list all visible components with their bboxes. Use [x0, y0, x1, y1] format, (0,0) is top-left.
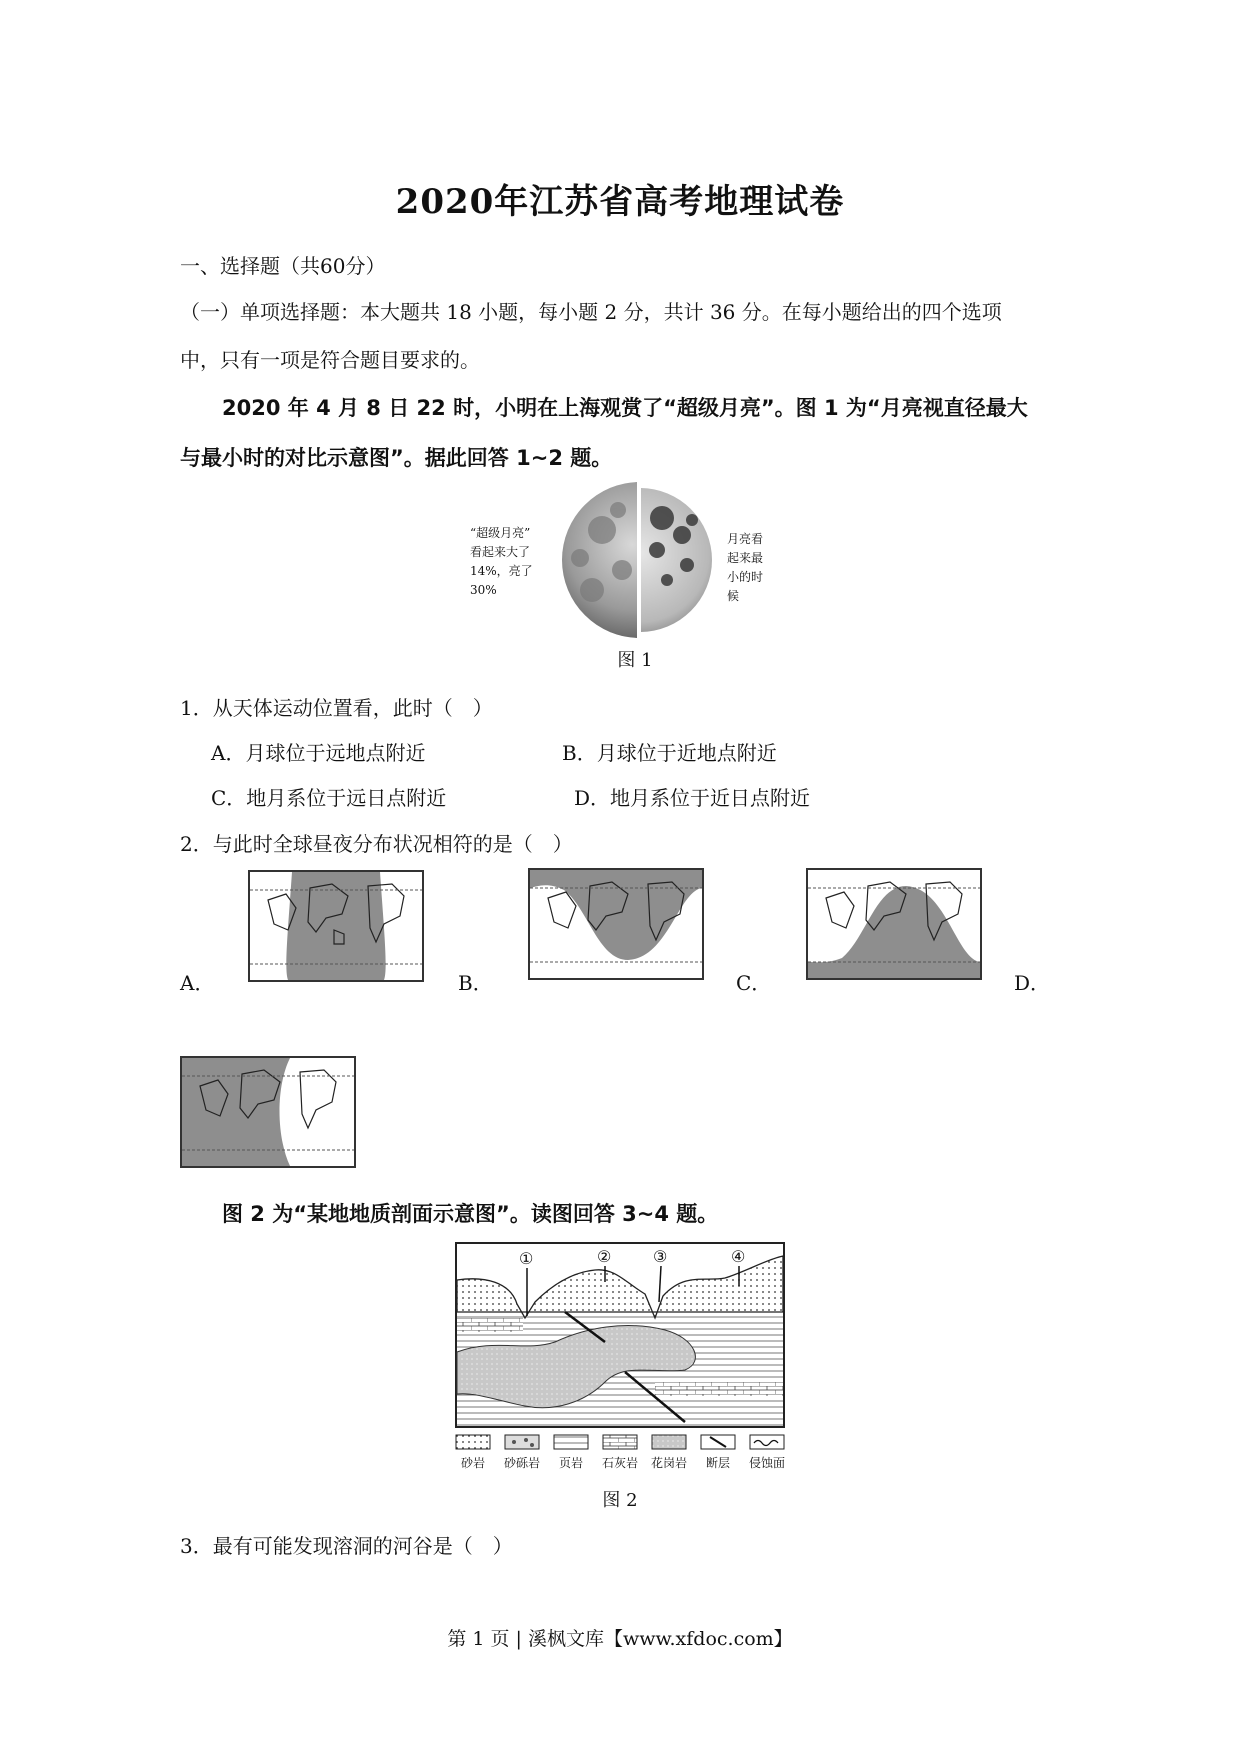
figure1-left-label — [470, 524, 550, 600]
legend-label: 石灰岩 — [601, 1456, 638, 1470]
q2-map-b — [528, 868, 704, 980]
q1-option-b: B．月球位于近地点附近 — [562, 741, 777, 765]
figure1-left-label-line: “超级月亮” — [470, 526, 531, 540]
stem-1-line-1: 2020 年 4 月 8 日 22 时，小明在上海观赏了“超级月亮”。图 1 为“月亮视直径最大 — [222, 396, 1028, 420]
q2-map-c — [806, 868, 982, 980]
q1-stem: 1．从天体运动位置看，此时（ ） — [180, 696, 493, 720]
marker-2: ② — [597, 1247, 612, 1266]
marker-4: ④ — [731, 1247, 746, 1266]
q1-option-d: D．地月系位于近日点附近 — [574, 786, 811, 810]
geology-cross-section — [455, 1242, 785, 1452]
instructions-line-2: 中，只有一项是符合题目要求的。 — [180, 348, 480, 372]
figure1-right-label-line: 起来最 — [727, 551, 764, 565]
figure1-left-label-line: 14%，亮了 — [470, 564, 533, 578]
q1-option-a: A．月球位于远地点附近 — [211, 741, 426, 765]
page-title: 2020年江苏省高考地理试卷 — [395, 182, 845, 222]
section-heading: 一、选择题（共60分） — [180, 254, 386, 278]
legend-erosion-surface — [749, 1434, 785, 1473]
q2-label-a: A． — [180, 971, 215, 995]
stem-1-line-2: 与最小时的对比示意图”。据此回答 1~2 题。 — [180, 446, 613, 470]
legend-shale — [553, 1434, 589, 1473]
figure2-caption: 图 2 — [602, 1490, 638, 1511]
figure1-right-label-line: 月亮看 — [727, 532, 764, 546]
marker-3: ③ — [653, 1247, 668, 1266]
q2-label-d: D． — [1014, 971, 1051, 995]
q2-map-a — [248, 870, 424, 982]
legend-fault — [700, 1434, 736, 1473]
figure1-left-label-line: 看起来大了 — [470, 545, 531, 559]
moon-comparison-image — [552, 480, 717, 640]
legend-label: 砂砾岩 — [503, 1456, 540, 1470]
q2-label-b: B． — [458, 971, 493, 995]
q2-label-c: C． — [736, 971, 772, 995]
stem-2: 图 2 为“某地地质剖面示意图”。读图回答 3~4 题。 — [222, 1202, 719, 1226]
legend-sandstone — [455, 1434, 491, 1473]
q3-stem: 3．最有可能发现溶洞的河谷是（ ） — [180, 1534, 513, 1558]
legend-limestone — [602, 1434, 638, 1473]
q2-map-d — [180, 1056, 356, 1168]
page-footer: 第 1 页 | 溪枫文库【www.xfdoc.com】 — [447, 1628, 793, 1650]
instructions-line-1: （一）单项选择题：本大题共 18 小题，每小题 2 分，共计 36 分。在每小题给出的四个选项 — [180, 300, 1002, 324]
figure1-caption: 图 1 — [617, 650, 653, 671]
q1-option-c: C．地月系位于远日点附近 — [211, 786, 447, 810]
legend-label: 侵蚀面 — [748, 1456, 785, 1470]
marker-1: ① — [519, 1249, 534, 1268]
figure1-right-label-line: 候 — [727, 589, 740, 603]
legend-conglomerate — [504, 1434, 540, 1473]
q2-stem: 2．与此时全球昼夜分布状况相符的是（ ） — [180, 832, 573, 856]
figure2-legend — [455, 1434, 785, 1473]
legend-label: 砂岩 — [460, 1456, 485, 1470]
legend-label: 断层 — [705, 1456, 730, 1470]
figure1-right-label — [727, 530, 787, 606]
legend-granite — [651, 1434, 687, 1473]
figure1-left-label-line: 30% — [470, 583, 497, 597]
figure1-right-label-line: 小的时 — [727, 570, 764, 584]
legend-label: 页岩 — [558, 1456, 583, 1470]
legend-label: 花岗岩 — [650, 1456, 687, 1470]
